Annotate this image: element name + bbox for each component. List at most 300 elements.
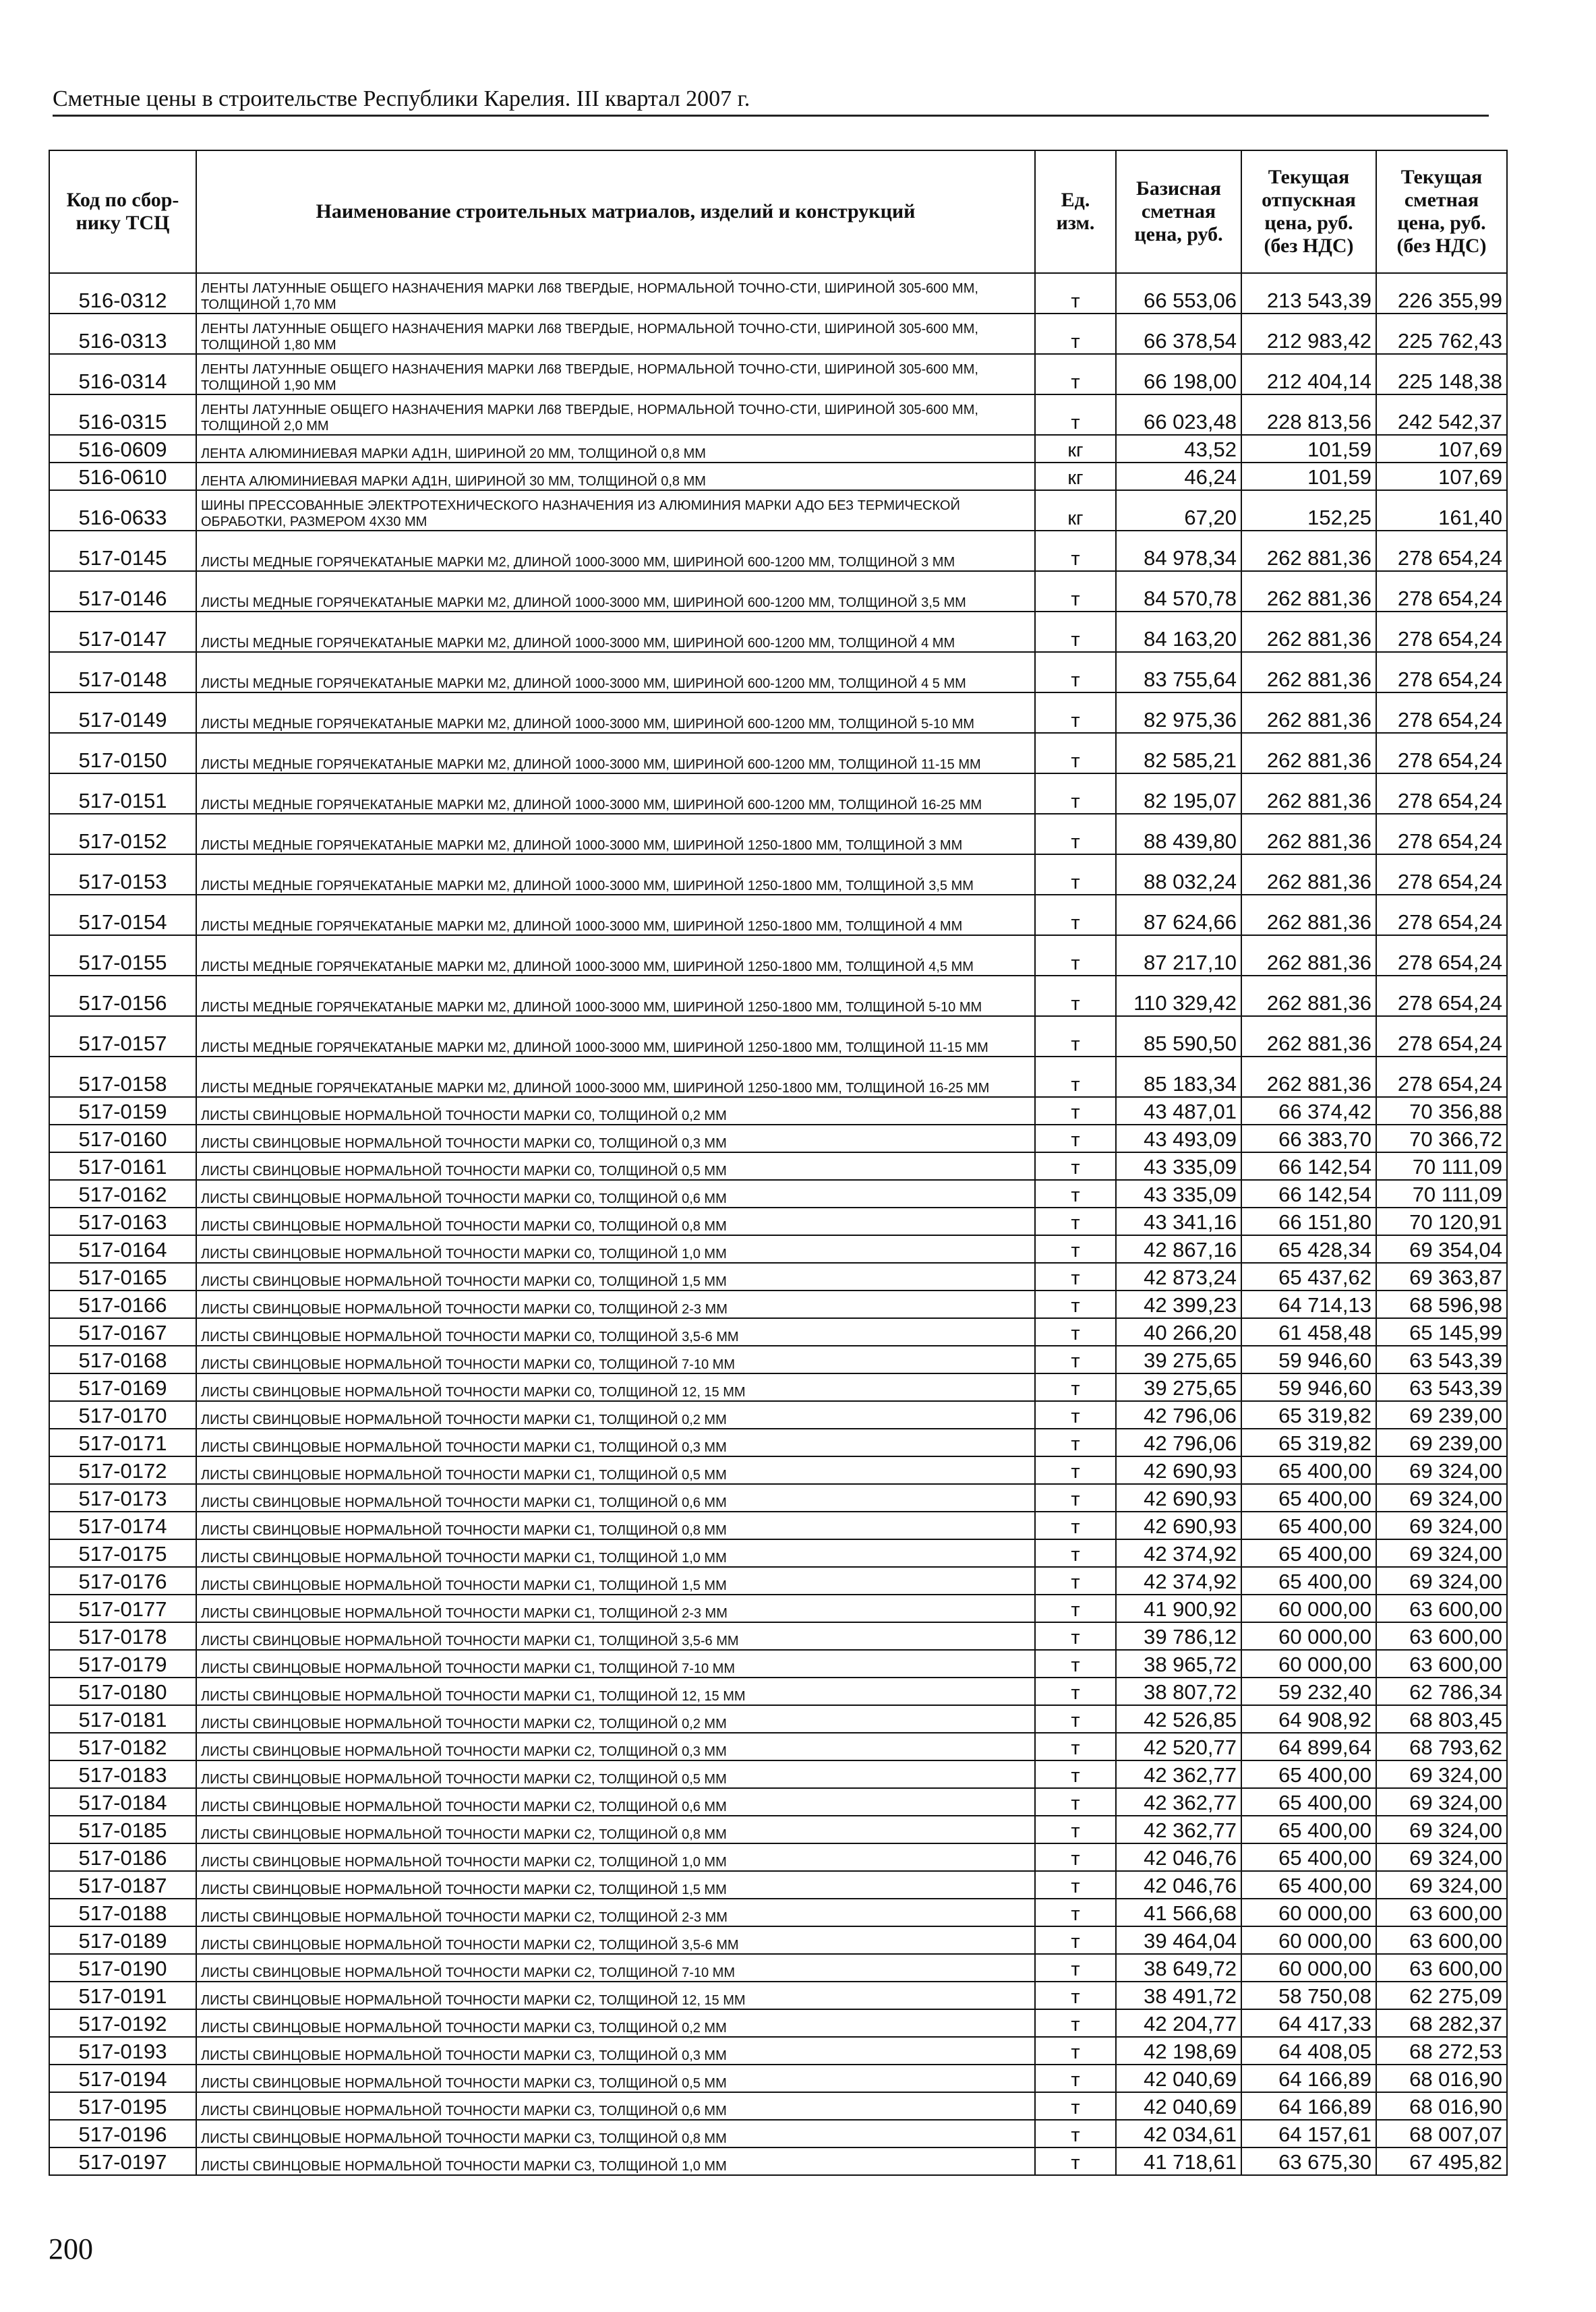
cell-unit: т — [1035, 652, 1116, 692]
cell-code: 517-0189 — [49, 1926, 196, 1954]
cell-unit: т — [1035, 1539, 1116, 1567]
cell-release-price: 65 319,82 — [1241, 1429, 1376, 1456]
cell-estimate-price: 63 600,00 — [1376, 1622, 1507, 1650]
cell-unit: т — [1035, 1982, 1116, 2009]
cell-unit: т — [1035, 935, 1116, 976]
cell-release-price: 262 881,36 — [1241, 854, 1376, 895]
cell-release-price: 66 151,80 — [1241, 1208, 1376, 1235]
cell-name: ЛИСТЫ МЕДНЫЕ ГОРЯЧЕКАТАНЫЕ МАРКИ М2, ДЛИНОЙ 1000-3000 ММ, ШИРИНОЙ 600-1200 ММ, ТОЛЩИНОЙ 4 5 ММ — [196, 652, 1035, 692]
cell-estimate-price: 63 600,00 — [1376, 1595, 1507, 1622]
cell-code: 517-0155 — [49, 935, 196, 976]
cell-release-price: 64 166,89 — [1241, 2092, 1376, 2120]
cell-unit: т — [1035, 814, 1116, 854]
cell-name: ЛИСТЫ СВИНЦОВЫЕ НОРМАЛЬНОЙ ТОЧНОСТИ МАРКИ С2, ТОЛЩИНОЙ 3,5-6 ММ — [196, 1926, 1035, 1954]
cell-estimate-price: 69 324,00 — [1376, 1788, 1507, 1816]
cell-release-price: 65 400,00 — [1241, 1512, 1376, 1539]
cell-estimate-price: 68 282,37 — [1376, 2009, 1507, 2037]
cell-name: ЛИСТЫ СВИНЦОВЫЕ НОРМАЛЬНОЙ ТОЧНОСТИ МАРКИ С1, ТОЛЩИНОЙ 0,5 ММ — [196, 1456, 1035, 1484]
table-row — [49, 354, 1507, 394]
cell-base-price: 83 755,64 — [1116, 652, 1241, 692]
cell-base-price: 42 046,76 — [1116, 1871, 1241, 1899]
cell-base-price: 42 046,76 — [1116, 1843, 1241, 1871]
cell-code: 517-0179 — [49, 1650, 196, 1678]
cell-unit: т — [1035, 895, 1116, 935]
cell-unit: т — [1035, 1235, 1116, 1263]
cell-code: 517-0157 — [49, 1016, 196, 1057]
cell-code: 517-0183 — [49, 1760, 196, 1788]
cell-base-price: 38 649,72 — [1116, 1954, 1241, 1982]
cell-code: 517-0148 — [49, 652, 196, 692]
cell-estimate-price: 70 120,91 — [1376, 1208, 1507, 1235]
table-row — [49, 1567, 1507, 1595]
cell-unit: т — [1035, 1016, 1116, 1057]
cell-code: 517-0164 — [49, 1235, 196, 1263]
table-row — [49, 1539, 1507, 1567]
cell-estimate-price: 70 111,09 — [1376, 1180, 1507, 1208]
cell-release-price: 64 899,64 — [1241, 1733, 1376, 1760]
cell-unit: т — [1035, 1125, 1116, 1152]
cell-unit: т — [1035, 1788, 1116, 1816]
cell-code: 517-0151 — [49, 773, 196, 814]
cell-estimate-price: 69 324,00 — [1376, 1567, 1507, 1595]
cell-estimate-price: 69 239,00 — [1376, 1429, 1507, 1456]
cell-unit: т — [1035, 1760, 1116, 1788]
cell-unit: т — [1035, 571, 1116, 612]
cell-base-price: 38 965,72 — [1116, 1650, 1241, 1678]
cell-unit: т — [1035, 1057, 1116, 1097]
cell-name: ЛЕНТЫ ЛАТУННЫЕ ОБЩЕГО НАЗНАЧЕНИЯ МАРКИ Л68 ТВЕРДЫЕ, НОРМАЛЬНОЙ ТОЧНО-СТИ, ШИРИНОЙ 305-600 ММ, ТОЛЩИНОЙ 1,70 ММ — [196, 273, 1035, 314]
cell-code: 517-0195 — [49, 2092, 196, 2120]
table-row — [49, 733, 1507, 773]
cell-unit: т — [1035, 1899, 1116, 1926]
cell-unit: т — [1035, 2092, 1116, 2120]
cell-name: ЛИСТЫ СВИНЦОВЫЕ НОРМАЛЬНОЙ ТОЧНОСТИ МАРКИ С1, ТОЛЩИНОЙ 7-10 ММ — [196, 1650, 1035, 1678]
cell-name: ЛИСТЫ МЕДНЫЕ ГОРЯЧЕКАТАНЫЕ МАРКИ М2, ДЛИНОЙ 1000-3000 ММ, ШИРИНОЙ 600-1200 ММ, ТОЛЩИНОЙ 16-25 ММ — [196, 773, 1035, 814]
cell-base-price: 66 198,00 — [1116, 354, 1241, 394]
cell-release-price: 262 881,36 — [1241, 814, 1376, 854]
cell-base-price: 84 163,20 — [1116, 612, 1241, 652]
cell-estimate-price: 63 600,00 — [1376, 1954, 1507, 1982]
cell-estimate-price: 278 654,24 — [1376, 733, 1507, 773]
table-row — [49, 2065, 1507, 2092]
cell-estimate-price: 278 654,24 — [1376, 1016, 1507, 1057]
table-row — [49, 1705, 1507, 1733]
table-row — [49, 2092, 1507, 2120]
cell-base-price: 42 796,06 — [1116, 1429, 1241, 1456]
cell-code: 517-0166 — [49, 1291, 196, 1318]
cell-name: ЛИСТЫ СВИНЦОВЫЕ НОРМАЛЬНОЙ ТОЧНОСТИ МАРКИ С1, ТОЛЩИНОЙ 0,8 ММ — [196, 1512, 1035, 1539]
cell-name: ЛИСТЫ СВИНЦОВЫЕ НОРМАЛЬНОЙ ТОЧНОСТИ МАРКИ С2, ТОЛЩИНОЙ 0,2 ММ — [196, 1705, 1035, 1733]
cell-base-price: 88 439,80 — [1116, 814, 1241, 854]
cell-unit: т — [1035, 1318, 1116, 1346]
table-row — [49, 490, 1507, 531]
cell-name: ЛИСТЫ СВИНЦОВЫЕ НОРМАЛЬНОЙ ТОЧНОСТИ МАРКИ С2, ТОЛЩИНОЙ 1,5 ММ — [196, 1871, 1035, 1899]
cell-base-price: 42 362,77 — [1116, 1760, 1241, 1788]
cell-unit: т — [1035, 1263, 1116, 1291]
cell-release-price: 262 881,36 — [1241, 612, 1376, 652]
cell-estimate-price: 161,40 — [1376, 490, 1507, 531]
cell-base-price: 42 690,93 — [1116, 1484, 1241, 1512]
cell-release-price: 65 400,00 — [1241, 1539, 1376, 1567]
cell-estimate-price: 70 366,72 — [1376, 1125, 1507, 1152]
table-row — [49, 1291, 1507, 1318]
price-table — [49, 150, 1508, 2176]
cell-code: 517-0182 — [49, 1733, 196, 1760]
table-row — [49, 895, 1507, 935]
cell-unit: т — [1035, 1152, 1116, 1180]
cell-name: ЛИСТЫ МЕДНЫЕ ГОРЯЧЕКАТАНЫЕ МАРКИ М2, ДЛИНОЙ 1000-3000 ММ, ШИРИНОЙ 1250-1800 ММ, ТОЛЩИНОЙ 3,5 ММ — [196, 854, 1035, 895]
cell-release-price: 262 881,36 — [1241, 895, 1376, 935]
table-row — [49, 1650, 1507, 1678]
cell-base-price: 43 341,16 — [1116, 1208, 1241, 1235]
table-row — [49, 935, 1507, 976]
table-row — [49, 1871, 1507, 1899]
cell-name: ЛИСТЫ МЕДНЫЕ ГОРЯЧЕКАТАНЫЕ МАРКИ М2, ДЛИНОЙ 1000-3000 ММ, ШИРИНОЙ 600-1200 ММ, ТОЛЩИНОЙ 4 ММ — [196, 612, 1035, 652]
table-row — [49, 314, 1507, 354]
table-row — [49, 692, 1507, 733]
cell-release-price: 65 400,00 — [1241, 1456, 1376, 1484]
cell-release-price: 58 750,08 — [1241, 1982, 1376, 2009]
table-row — [49, 814, 1507, 854]
cell-code: 517-0180 — [49, 1678, 196, 1705]
cell-release-price: 101,59 — [1241, 463, 1376, 490]
page-title: Сметные цены в строительстве Республики Карелия. III квартал 2007 г. — [53, 86, 750, 111]
cell-name: ЛИСТЫ СВИНЦОВЫЕ НОРМАЛЬНОЙ ТОЧНОСТИ МАРКИ С3, ТОЛЩИНОЙ 0,5 ММ — [196, 2065, 1035, 2092]
cell-release-price: 65 400,00 — [1241, 1871, 1376, 1899]
table-row — [49, 1595, 1507, 1622]
cell-name: ЛИСТЫ СВИНЦОВЫЕ НОРМАЛЬНОЙ ТОЧНОСТИ МАРКИ С0, ТОЛЩИНОЙ 0,5 ММ — [196, 1152, 1035, 1180]
cell-name: ЛЕНТА АЛЮМИНИЕВАЯ МАРКИ АД1Н, ШИРИНОЙ 20 ММ, ТОЛЩИНОЙ 0,8 ММ — [196, 435, 1035, 463]
cell-estimate-price: 68 793,62 — [1376, 1733, 1507, 1760]
cell-name: ЛИСТЫ МЕДНЫЕ ГОРЯЧЕКАТАНЫЕ МАРКИ М2, ДЛИНОЙ 1000-3000 ММ, ШИРИНОЙ 600-1200 ММ, ТОЛЩИНОЙ 3,5 ММ — [196, 571, 1035, 612]
cell-unit: т — [1035, 1622, 1116, 1650]
cell-unit: т — [1035, 1208, 1116, 1235]
cell-code: 517-0190 — [49, 1954, 196, 1982]
table-row — [49, 463, 1507, 490]
cell-name: ЛИСТЫ СВИНЦОВЫЕ НОРМАЛЬНОЙ ТОЧНОСТИ МАРКИ С1, ТОЛЩИНОЙ 0,3 ММ — [196, 1429, 1035, 1456]
cell-release-price: 262 881,36 — [1241, 1057, 1376, 1097]
cell-release-price: 60 000,00 — [1241, 1595, 1376, 1622]
cell-name: ЛИСТЫ СВИНЦОВЫЕ НОРМАЛЬНОЙ ТОЧНОСТИ МАРКИ С2, ТОЛЩИНОЙ 1,0 ММ — [196, 1843, 1035, 1871]
cell-release-price: 64 417,33 — [1241, 2009, 1376, 2037]
cell-base-price: 110 329,42 — [1116, 976, 1241, 1016]
cell-unit: т — [1035, 1401, 1116, 1429]
cell-code: 517-0159 — [49, 1097, 196, 1125]
cell-name: ЛЕНТЫ ЛАТУННЫЕ ОБЩЕГО НАЗНАЧЕНИЯ МАРКИ Л68 ТВЕРДЫЕ, НОРМАЛЬНОЙ ТОЧНО-СТИ, ШИРИНОЙ 305-600 ММ, ТОЛЩИНОЙ 1,80 ММ — [196, 314, 1035, 354]
table-row — [49, 2009, 1507, 2037]
column-header-name: Наименование строительных матриалов, изделий и конструкций — [196, 150, 1035, 273]
cell-release-price: 65 437,62 — [1241, 1263, 1376, 1291]
cell-code: 517-0149 — [49, 692, 196, 733]
cell-estimate-price: 70 356,88 — [1376, 1097, 1507, 1125]
cell-estimate-price: 278 654,24 — [1376, 895, 1507, 935]
cell-code: 517-0185 — [49, 1816, 196, 1843]
cell-code: 517-0156 — [49, 976, 196, 1016]
cell-code: 516-0315 — [49, 394, 196, 435]
cell-estimate-price: 278 654,24 — [1376, 935, 1507, 976]
cell-estimate-price: 63 600,00 — [1376, 1926, 1507, 1954]
table-row — [49, 1484, 1507, 1512]
cell-name: ЛИСТЫ СВИНЦОВЫЕ НОРМАЛЬНОЙ ТОЧНОСТИ МАРКИ С1, ТОЛЩИНОЙ 1,5 ММ — [196, 1567, 1035, 1595]
cell-release-price: 65 400,00 — [1241, 1567, 1376, 1595]
cell-unit: т — [1035, 2037, 1116, 2065]
cell-code: 517-0191 — [49, 1982, 196, 2009]
table-row — [49, 1899, 1507, 1926]
cell-estimate-price: 63 543,39 — [1376, 1373, 1507, 1401]
cell-base-price: 42 873,24 — [1116, 1263, 1241, 1291]
cell-code: 517-0168 — [49, 1346, 196, 1373]
cell-unit: т — [1035, 1926, 1116, 1954]
cell-estimate-price: 107,69 — [1376, 463, 1507, 490]
cell-unit: т — [1035, 1567, 1116, 1595]
cell-release-price: 262 881,36 — [1241, 773, 1376, 814]
cell-release-price: 59 946,60 — [1241, 1346, 1376, 1373]
cell-release-price: 59 232,40 — [1241, 1678, 1376, 1705]
cell-base-price: 43 487,01 — [1116, 1097, 1241, 1125]
cell-code: 517-0173 — [49, 1484, 196, 1512]
cell-name: ЛИСТЫ СВИНЦОВЫЕ НОРМАЛЬНОЙ ТОЧНОСТИ МАРКИ С0, ТОЛЩИНОЙ 2-3 ММ — [196, 1291, 1035, 1318]
table-row — [49, 2147, 1507, 2175]
table-row — [49, 435, 1507, 463]
cell-base-price: 42 362,77 — [1116, 1788, 1241, 1816]
cell-unit: кг — [1035, 435, 1116, 463]
cell-release-price: 262 881,36 — [1241, 976, 1376, 1016]
cell-code: 517-0177 — [49, 1595, 196, 1622]
column-header-code: Код по сбор-нику ТСЦ — [49, 150, 196, 273]
cell-estimate-price: 62 786,34 — [1376, 1678, 1507, 1705]
cell-code: 517-0163 — [49, 1208, 196, 1235]
cell-code: 517-0174 — [49, 1512, 196, 1539]
cell-estimate-price: 68 016,90 — [1376, 2092, 1507, 2120]
cell-estimate-price: 69 324,00 — [1376, 1871, 1507, 1899]
cell-name: ЛИСТЫ СВИНЦОВЫЕ НОРМАЛЬНОЙ ТОЧНОСТИ МАРКИ С1, ТОЛЩИНОЙ 2-3 ММ — [196, 1595, 1035, 1622]
cell-estimate-price: 63 600,00 — [1376, 1650, 1507, 1678]
cell-unit: т — [1035, 2065, 1116, 2092]
cell-estimate-price: 278 654,24 — [1376, 531, 1507, 571]
cell-code: 517-0176 — [49, 1567, 196, 1595]
cell-code: 517-0150 — [49, 733, 196, 773]
cell-name: ЛИСТЫ СВИНЦОВЫЕ НОРМАЛЬНОЙ ТОЧНОСТИ МАРКИ С2, ТОЛЩИНОЙ 7-10 ММ — [196, 1954, 1035, 1982]
table-row — [49, 1843, 1507, 1871]
table-row — [49, 1456, 1507, 1484]
cell-release-price: 262 881,36 — [1241, 733, 1376, 773]
cell-estimate-price: 278 654,24 — [1376, 612, 1507, 652]
table-row — [49, 773, 1507, 814]
cell-estimate-price: 278 654,24 — [1376, 854, 1507, 895]
cell-release-price: 66 383,70 — [1241, 1125, 1376, 1152]
cell-unit: т — [1035, 854, 1116, 895]
cell-name: ЛИСТЫ МЕДНЫЕ ГОРЯЧЕКАТАНЫЕ МАРКИ М2, ДЛИНОЙ 1000-3000 ММ, ШИРИНОЙ 600-1200 ММ, ТОЛЩИНОЙ 11-15 ММ — [196, 733, 1035, 773]
cell-release-price: 60 000,00 — [1241, 1899, 1376, 1926]
cell-unit: т — [1035, 1705, 1116, 1733]
cell-name: ЛИСТЫ СВИНЦОВЫЕ НОРМАЛЬНОЙ ТОЧНОСТИ МАРКИ С0, ТОЛЩИНОЙ 0,6 ММ — [196, 1180, 1035, 1208]
cell-base-price: 42 198,69 — [1116, 2037, 1241, 2065]
table-row — [49, 612, 1507, 652]
cell-base-price: 39 275,65 — [1116, 1373, 1241, 1401]
cell-unit: т — [1035, 1291, 1116, 1318]
cell-release-price: 64 157,61 — [1241, 2120, 1376, 2147]
cell-base-price: 87 217,10 — [1116, 935, 1241, 976]
cell-name: ЛИСТЫ СВИНЦОВЫЕ НОРМАЛЬНОЙ ТОЧНОСТИ МАРКИ С0, ТОЛЩИНОЙ 7-10 ММ — [196, 1346, 1035, 1373]
table-row — [49, 1401, 1507, 1429]
table-row — [49, 652, 1507, 692]
cell-release-price: 262 881,36 — [1241, 935, 1376, 976]
cell-unit: т — [1035, 1456, 1116, 1484]
cell-name: ЛИСТЫ СВИНЦОВЫЕ НОРМАЛЬНОЙ ТОЧНОСТИ МАРКИ С0, ТОЛЩИНОЙ 3,5-6 ММ — [196, 1318, 1035, 1346]
table-header-row — [49, 150, 1507, 273]
cell-estimate-price: 278 654,24 — [1376, 652, 1507, 692]
cell-base-price: 38 807,72 — [1116, 1678, 1241, 1705]
cell-name: ЛИСТЫ СВИНЦОВЫЕ НОРМАЛЬНОЙ ТОЧНОСТИ МАРКИ С1, ТОЛЩИНОЙ 1,0 ММ — [196, 1539, 1035, 1567]
cell-unit: т — [1035, 1954, 1116, 1982]
cell-unit: т — [1035, 1650, 1116, 1678]
cell-code: 517-0184 — [49, 1788, 196, 1816]
cell-estimate-price: 278 654,24 — [1376, 571, 1507, 612]
table-row — [49, 1954, 1507, 1982]
cell-estimate-price: 69 324,00 — [1376, 1843, 1507, 1871]
cell-code: 517-0145 — [49, 531, 196, 571]
cell-release-price: 64 408,05 — [1241, 2037, 1376, 2065]
cell-estimate-price: 69 324,00 — [1376, 1539, 1507, 1567]
cell-estimate-price: 68 007,07 — [1376, 2120, 1507, 2147]
cell-base-price: 40 266,20 — [1116, 1318, 1241, 1346]
cell-name: ЛИСТЫ МЕДНЫЕ ГОРЯЧЕКАТАНЫЕ МАРКИ М2, ДЛИНОЙ 1000-3000 ММ, ШИРИНОЙ 600-1200 ММ, ТОЛЩИНОЙ 5-10 ММ — [196, 692, 1035, 733]
cell-estimate-price: 69 363,87 — [1376, 1263, 1507, 1291]
cell-base-price: 42 374,92 — [1116, 1567, 1241, 1595]
cell-unit: т — [1035, 733, 1116, 773]
cell-code: 517-0169 — [49, 1373, 196, 1401]
table-row — [49, 1816, 1507, 1843]
cell-estimate-price: 62 275,09 — [1376, 1982, 1507, 2009]
cell-base-price: 43 493,09 — [1116, 1125, 1241, 1152]
cell-name: ЛИСТЫ МЕДНЫЕ ГОРЯЧЕКАТАНЫЕ МАРКИ М2, ДЛИНОЙ 1000-3000 ММ, ШИРИНОЙ 600-1200 ММ, ТОЛЩИНОЙ 3 ММ — [196, 531, 1035, 571]
cell-estimate-price: 278 654,24 — [1376, 1057, 1507, 1097]
cell-release-price: 66 142,54 — [1241, 1180, 1376, 1208]
cell-estimate-price: 68 596,98 — [1376, 1291, 1507, 1318]
cell-release-price: 59 946,60 — [1241, 1373, 1376, 1401]
cell-code: 517-0172 — [49, 1456, 196, 1484]
page-number: 200 — [49, 2232, 93, 2265]
cell-code: 517-0192 — [49, 2009, 196, 2037]
cell-release-price: 213 543,39 — [1241, 273, 1376, 314]
cell-name: ЛЕНТА АЛЮМИНИЕВАЯ МАРКИ АД1Н, ШИРИНОЙ 30 ММ, ТОЛЩИНОЙ 0,8 ММ — [196, 463, 1035, 490]
cell-unit: т — [1035, 1871, 1116, 1899]
cell-name: ЛИСТЫ СВИНЦОВЫЕ НОРМАЛЬНОЙ ТОЧНОСТИ МАРКИ С0, ТОЛЩИНОЙ 1,5 ММ — [196, 1263, 1035, 1291]
cell-base-price: 82 585,21 — [1116, 733, 1241, 773]
cell-release-price: 262 881,36 — [1241, 652, 1376, 692]
cell-name: ЛИСТЫ СВИНЦОВЫЕ НОРМАЛЬНОЙ ТОЧНОСТИ МАРКИ С3, ТОЛЩИНОЙ 0,8 ММ — [196, 2120, 1035, 2147]
table-row — [49, 1982, 1507, 2009]
cell-release-price: 65 428,34 — [1241, 1235, 1376, 1263]
cell-unit: т — [1035, 976, 1116, 1016]
cell-base-price: 46,24 — [1116, 463, 1241, 490]
cell-release-price: 64 714,13 — [1241, 1291, 1376, 1318]
cell-code: 517-0146 — [49, 571, 196, 612]
cell-estimate-price: 69 324,00 — [1376, 1816, 1507, 1843]
cell-code: 516-0633 — [49, 490, 196, 531]
cell-name: ЛИСТЫ МЕДНЫЕ ГОРЯЧЕКАТАНЫЕ МАРКИ М2, ДЛИНОЙ 1000-3000 ММ, ШИРИНОЙ 1250-1800 ММ, ТОЛЩИНОЙ 11-15 ММ — [196, 1016, 1035, 1057]
cell-code: 517-0194 — [49, 2065, 196, 2092]
cell-name: ЛЕНТЫ ЛАТУННЫЕ ОБЩЕГО НАЗНАЧЕНИЯ МАРКИ Л68 ТВЕРДЫЕ, НОРМАЛЬНОЙ ТОЧНО-СТИ, ШИРИНОЙ 305-600 ММ, ТОЛЩИНОЙ 1,90 ММ — [196, 354, 1035, 394]
cell-code: 517-0181 — [49, 1705, 196, 1733]
cell-base-price: 42 040,69 — [1116, 2092, 1241, 2120]
cell-name: ЛИСТЫ СВИНЦОВЫЕ НОРМАЛЬНОЙ ТОЧНОСТИ МАРКИ С3, ТОЛЩИНОЙ 1,0 ММ — [196, 2147, 1035, 2175]
cell-estimate-price: 278 654,24 — [1376, 814, 1507, 854]
cell-name: ЛИСТЫ СВИНЦОВЫЕ НОРМАЛЬНОЙ ТОЧНОСТИ МАРКИ С2, ТОЛЩИНОЙ 0,5 ММ — [196, 1760, 1035, 1788]
table-row — [49, 1512, 1507, 1539]
cell-name: ЛИСТЫ СВИНЦОВЫЕ НОРМАЛЬНОЙ ТОЧНОСТИ МАРКИ С2, ТОЛЩИНОЙ 0,8 ММ — [196, 1816, 1035, 1843]
cell-estimate-price: 226 355,99 — [1376, 273, 1507, 314]
cell-base-price: 43,52 — [1116, 435, 1241, 463]
cell-code: 517-0188 — [49, 1899, 196, 1926]
cell-base-price: 42 520,77 — [1116, 1733, 1241, 1760]
cell-unit: т — [1035, 1484, 1116, 1512]
cell-code: 516-0314 — [49, 354, 196, 394]
cell-base-price: 43 335,09 — [1116, 1152, 1241, 1180]
cell-base-price: 42 374,92 — [1116, 1539, 1241, 1567]
cell-base-price: 41 566,68 — [1116, 1899, 1241, 1926]
cell-release-price: 262 881,36 — [1241, 531, 1376, 571]
cell-release-price: 65 319,82 — [1241, 1401, 1376, 1429]
cell-release-price: 66 142,54 — [1241, 1152, 1376, 1180]
cell-estimate-price: 107,69 — [1376, 435, 1507, 463]
cell-code: 517-0175 — [49, 1539, 196, 1567]
cell-estimate-price: 278 654,24 — [1376, 976, 1507, 1016]
cell-base-price: 82 975,36 — [1116, 692, 1241, 733]
cell-release-price: 101,59 — [1241, 435, 1376, 463]
cell-unit: т — [1035, 1512, 1116, 1539]
table-row — [49, 1346, 1507, 1373]
cell-code: 517-0187 — [49, 1871, 196, 1899]
cell-release-price: 262 881,36 — [1241, 692, 1376, 733]
cell-estimate-price: 278 654,24 — [1376, 773, 1507, 814]
cell-release-price: 64 166,89 — [1241, 2065, 1376, 2092]
cell-name: ЛИСТЫ МЕДНЫЕ ГОРЯЧЕКАТАНЫЕ МАРКИ М2, ДЛИНОЙ 1000-3000 ММ, ШИРИНОЙ 1250-1800 ММ, ТОЛЩИНОЙ 3 ММ — [196, 814, 1035, 854]
table-row — [49, 1788, 1507, 1816]
column-header-base-price: Базисная сметная цена, руб. — [1116, 150, 1241, 273]
cell-unit: т — [1035, 2009, 1116, 2037]
cell-code: 517-0161 — [49, 1152, 196, 1180]
cell-release-price: 64 908,92 — [1241, 1705, 1376, 1733]
cell-release-price: 60 000,00 — [1241, 1622, 1376, 1650]
cell-unit: т — [1035, 1678, 1116, 1705]
cell-base-price: 66 378,54 — [1116, 314, 1241, 354]
cell-unit: т — [1035, 1733, 1116, 1760]
table-row — [49, 1926, 1507, 1954]
table-row — [49, 1208, 1507, 1235]
cell-release-price: 262 881,36 — [1241, 1016, 1376, 1057]
cell-code: 517-0152 — [49, 814, 196, 854]
column-header-estimate-price: Текущая сметная цена, руб. (без НДС) — [1376, 150, 1507, 273]
cell-name: ЛИСТЫ МЕДНЫЕ ГОРЯЧЕКАТАНЫЕ МАРКИ М2, ДЛИНОЙ 1000-3000 ММ, ШИРИНОЙ 1250-1800 ММ, ТОЛЩИНОЙ 4 ММ — [196, 895, 1035, 935]
cell-release-price: 65 400,00 — [1241, 1760, 1376, 1788]
cell-unit: т — [1035, 1346, 1116, 1373]
table-row — [49, 976, 1507, 1016]
cell-estimate-price: 69 324,00 — [1376, 1456, 1507, 1484]
table-row — [49, 1180, 1507, 1208]
cell-release-price: 65 400,00 — [1241, 1484, 1376, 1512]
cell-base-price: 39 275,65 — [1116, 1346, 1241, 1373]
cell-code: 517-0167 — [49, 1318, 196, 1346]
table-body — [49, 273, 1507, 2175]
table-row — [49, 1125, 1507, 1152]
cell-name: ЛИСТЫ СВИНЦОВЫЕ НОРМАЛЬНОЙ ТОЧНОСТИ МАРКИ С0, ТОЛЩИНОЙ 1,0 ММ — [196, 1235, 1035, 1263]
cell-base-price: 43 335,09 — [1116, 1180, 1241, 1208]
table-row — [49, 1429, 1507, 1456]
table-row — [49, 273, 1507, 314]
cell-name: ЛЕНТЫ ЛАТУННЫЕ ОБЩЕГО НАЗНАЧЕНИЯ МАРКИ Л68 ТВЕРДЫЕ, НОРМАЛЬНОЙ ТОЧНО-СТИ, ШИРИНОЙ 305-600 ММ, ТОЛЩИНОЙ 2,0 ММ — [196, 394, 1035, 435]
cell-estimate-price: 69 324,00 — [1376, 1484, 1507, 1512]
